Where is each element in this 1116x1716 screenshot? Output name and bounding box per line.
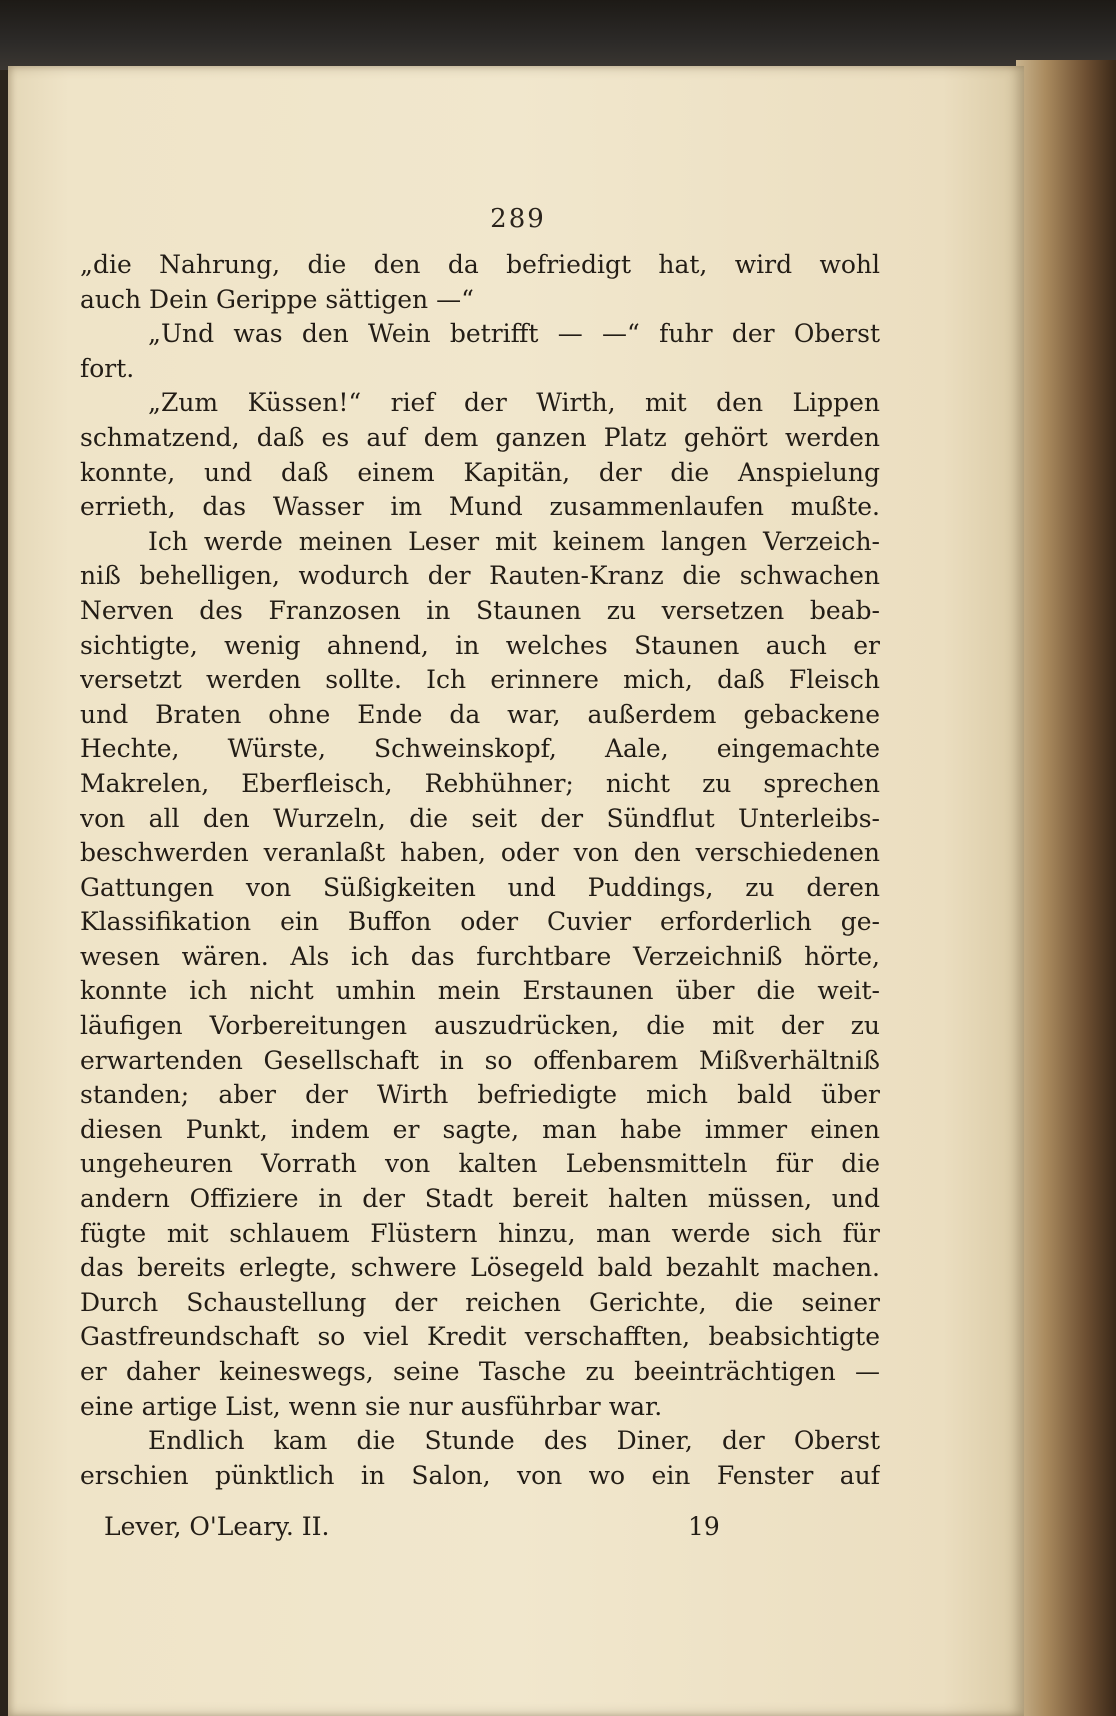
text-line: fügte mit schlauem Flüstern hinzu, man werde sich für [80,1218,880,1248]
text-line: er daher keineswegs, seine Tasche zu beeinträchtigen — [80,1357,880,1386]
text-line: von all den Wurzeln, die seit der Sündflut Unterleibs- [80,803,880,833]
book-edge-right [1016,60,1116,1716]
text-line: standen; aber der Wirth befriedigte mich bald über [80,1080,880,1110]
text-line: das bereits erlegte, schwere Lösegeld bald bezahlt machen. [80,1253,880,1283]
text-line: niß behelligen, wodurch der Rauten-Kranz die schwachen [80,561,880,591]
text-line: sichtigte, wenig ahnend, in welches Staunen auch er [80,630,880,660]
text-line: eine artige List, wenn sie nur ausführbar war. [80,1391,663,1421]
text-line: beschwerden veranlaßt haben, oder von den verschiedenen [80,838,880,868]
text-line: Ich werde meinen Leser mit keinem langen Verzeich- [148,526,880,556]
text-line: ungeheuren Vorrath von kalten Lebensmitteln für die [80,1149,880,1179]
text-line: Makrelen, Eberfleisch, Rebhühner; nicht zu sprechen [80,768,880,798]
text-line: erschien pünktlich in Salon, von wo ein Fenster auf [80,1460,880,1490]
book-page [8,66,1024,1716]
text-line: Durch Schaustellung der reichen Gerichte, die seiner [80,1287,880,1317]
text-line: fort. [80,353,135,383]
text-line: läufigen Vorbereitungen auszudrücken, die mit der zu [80,1011,880,1041]
text-line: „Zum Küssen!“ rief der Wirth, mit den Lippen [148,388,880,418]
text-line: erwartenden Gesellschaft in so offenbarem Mißverhältniß [80,1045,880,1075]
text-line: Gattungen von Süßigkeiten und Puddings, zu deren [80,872,880,902]
text-line: „die Nahrung, die den da befriedigt hat, wird wohl [80,250,880,279]
sheet-number: 19 [688,1512,720,1541]
text-line: konnte ich nicht umhin mein Erstaunen über die weit- [80,976,880,1006]
page-number: 289 [490,204,546,234]
text-line: Klassifikation ein Buffon oder Cuvier erforderlich ge- [80,907,880,937]
text-line: und Braten ohne Ende da war, außerdem gebackene [80,699,880,729]
text-line: Hechte, Würste, Schweinskopf, Aale, eingemachte [80,734,880,764]
text-line: versetzt werden sollte. Ich erinnere mich, daß Fleisch [80,665,880,695]
body-text [80,248,880,1493]
text-line: errieth, das Wasser im Mund zusammenlaufen mußte. [80,492,880,522]
signature-line: Lever, O'Leary. II. [104,1512,330,1541]
text-line: schmatzend, daß es auf dem ganzen Platz gehört werden [80,422,880,452]
text-line: auch Dein Gerippe sättigen —“ [80,284,474,314]
text-line: andern Offiziere in der Stadt bereit halten müssen, und [80,1184,880,1214]
text-line: diesen Punkt, indem er sagte, man habe immer einen [80,1114,880,1144]
text-line: „Und was den Wein betrifft — —“ fuhr der Oberst [148,319,880,349]
text-line: wesen wären. Als ich das furchtbare Verzeichniß hörte, [80,941,880,971]
text-line: Gastfreundschaft so viel Kredit verschafften, beabsichtigte [80,1322,880,1352]
book-edge-top [0,0,1116,70]
text-line: konnte, und daß einem Kapitän, der die Anspielung [80,457,880,487]
text-line: Endlich kam die Stunde des Diner, der Oberst [148,1426,880,1456]
text-line: Nerven des Franzosen in Staunen zu versetzen beab- [80,595,880,625]
